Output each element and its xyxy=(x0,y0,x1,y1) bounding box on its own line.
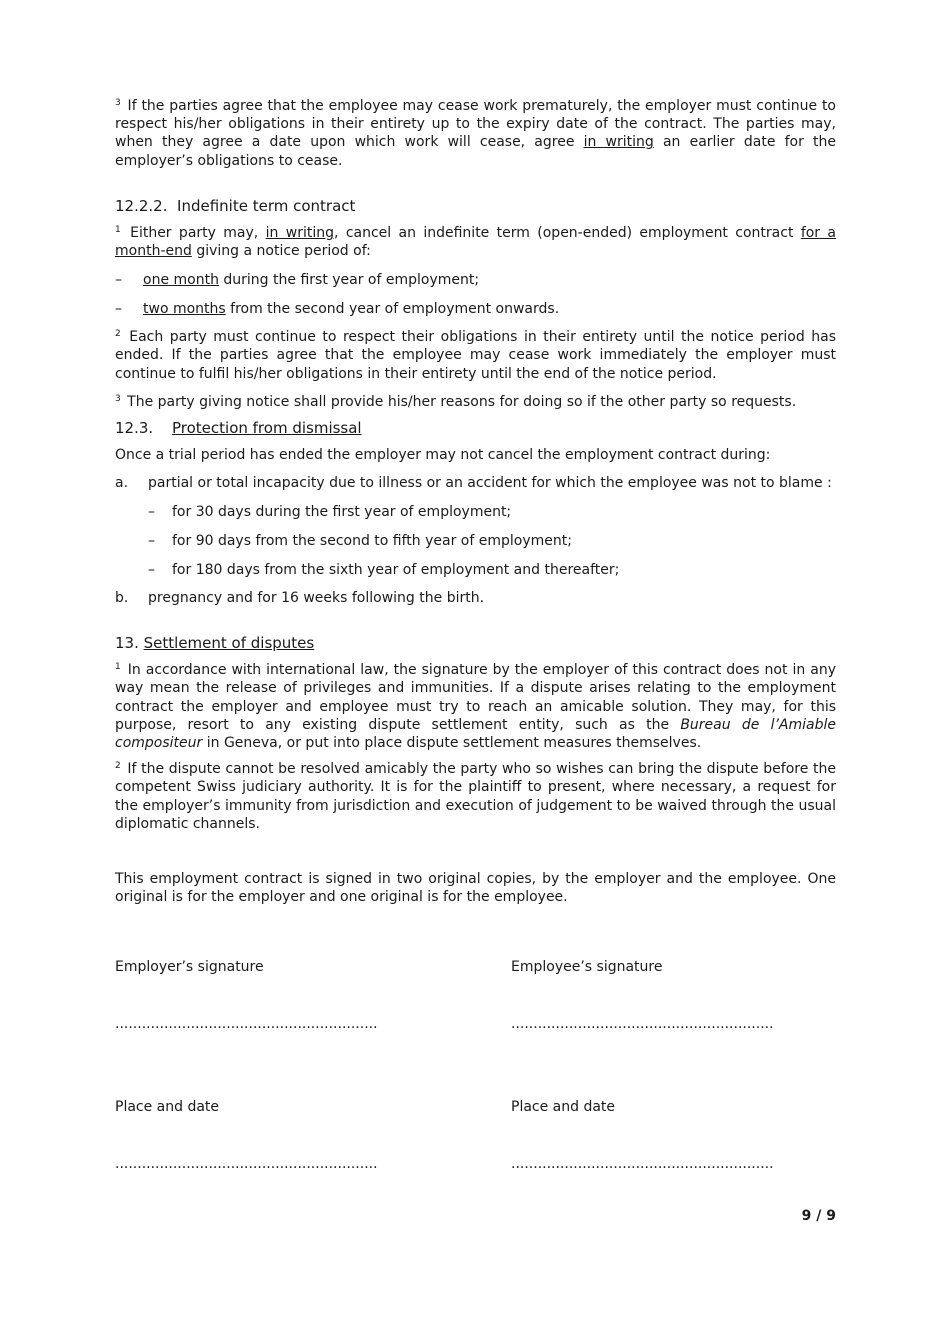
list-item: – for 180 days from the sixth year of employment and thereafter; xyxy=(148,562,620,579)
list-item: – for 90 days from the second to fifth year of employment; xyxy=(148,533,572,550)
list-item-b: b. pregnancy and for 16 weeks following the birth. xyxy=(115,590,485,607)
employee-place-date-line: ........................................................... xyxy=(511,1156,774,1172)
list-item: – for 30 days during the first year of employment; xyxy=(148,504,512,521)
list-item: – one month during the first year of employment; xyxy=(115,272,480,289)
section-13-p1: $^1$ In accordance with international law, the signature by the employer of this contract does not in any way mean the release of privileges and immunities. If a dispute arises relating to the employment contract the employer and employee must try to reach an amicable solution. They may, for this purpose, resort to any existing dispute settlement entity, such as the Bureau de l’Amiable compositeur in Geneva, or put into place dispute settlement measures themselves. xyxy=(115,662,836,752)
section-12-2-2-p1: $^1$ Either party may, in writing, cancel an indefinite term (open-ended) employment contract for a month-end giving a notice period of: xyxy=(115,224,837,260)
document-page xyxy=(115,97,836,906)
section-13-heading: 13. Settlement of disputes xyxy=(115,634,315,653)
employer-place-date-line: ........................................................... xyxy=(115,1156,378,1172)
superscript-3: 3 xyxy=(115,98,121,108)
clause-3-early-cessation: $^3$ If the parties agree that the employee may cease work prematurely, the employer must continue to respect his/her obligations in their entirety up to the expiry date of the contract. The parties may, when they agree a date upon which work will cease, agree in writing an earlier date for the employer’s obligations to cease. xyxy=(115,98,836,169)
list-item: – two months from the second year of employment onwards. xyxy=(115,301,560,318)
section-12-2-2-heading: 12.2.2. Indefinite term contract xyxy=(115,196,356,215)
section-12-3-intro: Once a trial period has ended the employer may not cancel the employment contract during: xyxy=(115,447,771,464)
employee-signature-label: Employee’s signature xyxy=(511,959,663,975)
employer-place-date-label: Place and date xyxy=(115,1099,220,1115)
closing-statement: This employment contract is signed in two original copies, by the employer and the employee. One original is for the employer and one original is for the employee. xyxy=(115,871,836,906)
section-12-2-2-p2: $^2$ Each party must continue to respect their obligations in their entirety until the notice period has ended. If the parties agree that the employee may cease work immediately the employer must continue to fulfil his/her obligations in their entirety until the end of the notice period. xyxy=(115,329,836,382)
section-12-2-2-p3: $^3$ The party giving notice shall provide his/her reasons for doing so if the other party so requests. xyxy=(115,393,797,410)
employee-signature-line: ........................................................... xyxy=(511,1016,774,1032)
list-item-a: a. partial or total incapacity due to illness or an accident for which the employee was not to blame : xyxy=(115,475,832,492)
employee-place-date-label: Place and date xyxy=(511,1099,616,1115)
section-12-3-heading: 12.3. Protection from dismissal xyxy=(115,419,362,438)
page-number: 9 / 9 xyxy=(801,1208,836,1224)
employer-signature-label: Employer’s signature xyxy=(115,959,264,975)
employer-signature-line: ........................................................... xyxy=(115,1016,378,1032)
section-13-p2: $^2$ If the dispute cannot be resolved amicably the party who so wishes can bring the dispute before the competent Swiss judiciary authority. It is for the plaintiff to present, where necessary, a request for the employer’s immunity from jurisdiction and execution of judgement to be waived through the usual diplomatic channels. xyxy=(115,761,836,832)
